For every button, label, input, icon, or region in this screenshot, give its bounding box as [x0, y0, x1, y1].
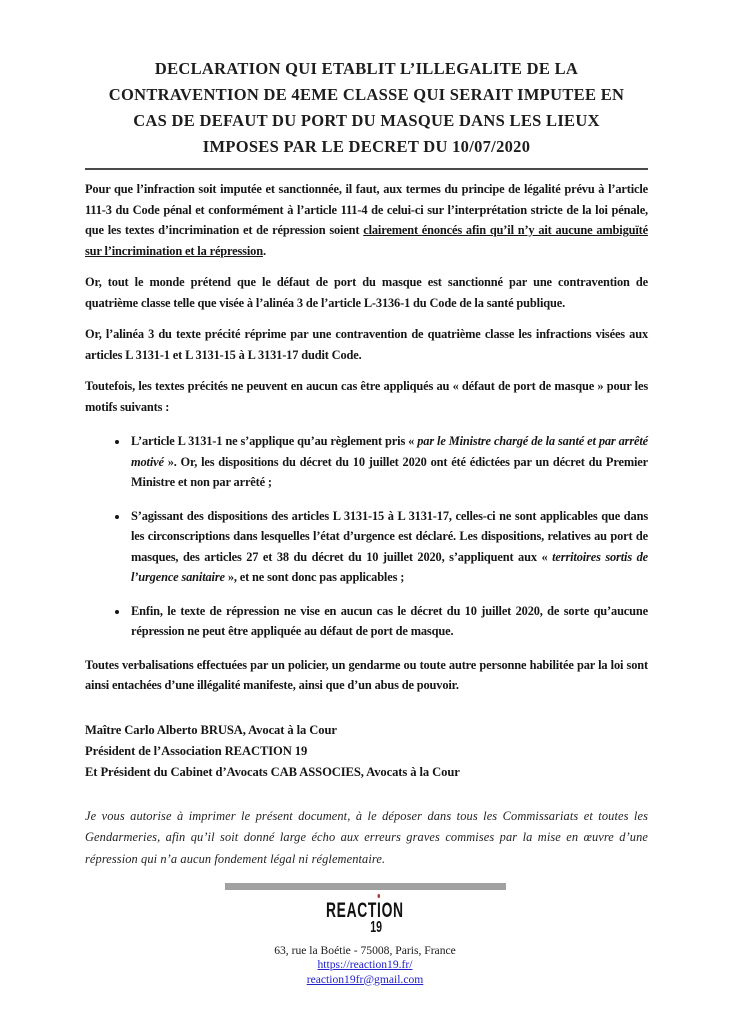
bullet-quote-italic: par le Ministre chargé de la santé et par arrêté motivé: [131, 434, 648, 469]
paragraph-motifs-intro: Toutefois, les textes précités ne peuvent en aucun cas être appliqués au « défaut de port de masque » pour les motifs suivants :: [85, 379, 648, 414]
title-line-3: CAS DE DEFAUT DU PORT DU MASQUE DANS LES LIEUX: [133, 111, 600, 130]
paragraph-text: Pour que l’infraction soit imputée et sanctionnée, il faut, aux termes du principe de légalité prévu à l’article 111-3 du Code pénal et conformément à l’article 111-4 de celui-ci sur l’interprétation stricte de la loi pénale, que les textes d’incrimination et de répression soient: [85, 182, 648, 237]
footer: [0, 883, 730, 987]
signature-line-name: Maître Carlo Alberto BRUSA, Avocat à la Cour: [85, 722, 337, 737]
bullet-text: Enfin, le texte de répression ne vise en aucun cas le décret du 10 juillet 2020, de sorte qu’aucune répression ne peut être appliquée au défaut de port de masque.: [131, 603, 648, 638]
paragraph-contravention-claim: Or, tout le monde prétend que le défaut de port du masque est sanctionné par une contravention de quatrième classe telle que visée à l’alinéa 3 de l’article L-3136-1 du Code de la santé publique.: [85, 275, 648, 310]
bullet-text: », et ne sont donc pas applicables ;: [224, 570, 405, 584]
footer-website-link[interactable]: https://reaction19.fr/: [317, 958, 413, 971]
bullet-articles-3131-15-17: [129, 506, 648, 588]
underlined-phrase: clairement énoncés afin qu’il n’y ait aucune ambiguïté sur l’incrimination et la répression: [85, 223, 648, 258]
footer-divider-bar: [225, 883, 506, 890]
document-title: [85, 56, 648, 160]
signature-line-cabinet: Et Président du Cabinet d’Avocats CAB ASSOCIES, Avocats à la Cour: [85, 764, 460, 779]
bullet-text: S’agissant des dispositions des articles L 3131-15 à L 3131-17, celles-ci ne sont applicables que dans les circonscriptions dans lesquelles l’état d’urgence est déclaré. Les dispositions, relatives au port de masques, des articles 27 et 38 du décret du 10 juillet 2020, s’appliquent aux «: [131, 508, 648, 564]
authorization-note-italic: Je vous autorise à imprimer le présent document, à le déposer dans tous les Commissariats et toutes les Gendarmeries, afin qu’il soit donné large écho aux erreurs graves commises par la mise en œuvre d’une répression qui n’a aucun fondement légal ni réglementaire.: [85, 808, 648, 866]
logo-text-right: ON: [381, 899, 404, 922]
logo-red-dot-icon: [378, 894, 381, 898]
motifs-bullet-list: [85, 431, 648, 642]
paragraph-legality-principle: [85, 179, 648, 261]
logo-text-left: REACT: [326, 899, 378, 922]
bullet-article-3131-1: [129, 431, 648, 493]
logo-letter-i-glyph: I: [377, 899, 382, 922]
bullet-text: ». Or, les dispositions du décret du 10 juillet 2020 ont été édictées par un décret du Premier Ministre et non par arrêté ;: [131, 454, 648, 489]
paragraph-conclusion: Toutes verbalisations effectuées par un policier, un gendarme ou toute autre personne habilitée par la loi sont ainsi entachées d’une illégalité manifeste, ainsi que d’un abus de pouvoir.: [85, 657, 648, 692]
bullet-text: L’article L 3131-1 ne s’applique qu’au règlement pris «: [131, 434, 418, 448]
paragraph-text: .: [262, 243, 266, 258]
bullet-quote-italic: territoires sortis de l’urgence sanitaire: [131, 549, 648, 584]
logo-number-19: 19: [370, 919, 383, 936]
reaction19-logo: [326, 900, 404, 942]
bullet-texte-repression: [129, 601, 648, 642]
signature-block: [85, 720, 648, 783]
footer-address: 63, rue la Boétie - 75008, Paris, France: [274, 944, 456, 957]
title-line-4: IMPOSES PAR LE DECRET DU 10/07/2020: [202, 137, 531, 156]
signature-line-association: Président de l’Association REACTION 19: [85, 743, 308, 758]
title-line-2: CONTRAVENTION DE 4EME CLASSE QUI SERAIT IMPUTEE EN: [108, 85, 625, 104]
title-divider-rule: [85, 168, 648, 170]
paragraph-alinea-3: Or, l’alinéa 3 du texte précité réprime par une contravention de quatrième classe les infractions visées aux articles L 3131-1 et L 3131-15 à L 3131-17 dudit Code.: [85, 327, 648, 362]
footer-email-link[interactable]: reaction19fr@gmail.com: [306, 972, 424, 986]
title-line-1: DECLARATION QUI ETABLIT L’ILLEGALITE DE LA: [154, 59, 579, 78]
